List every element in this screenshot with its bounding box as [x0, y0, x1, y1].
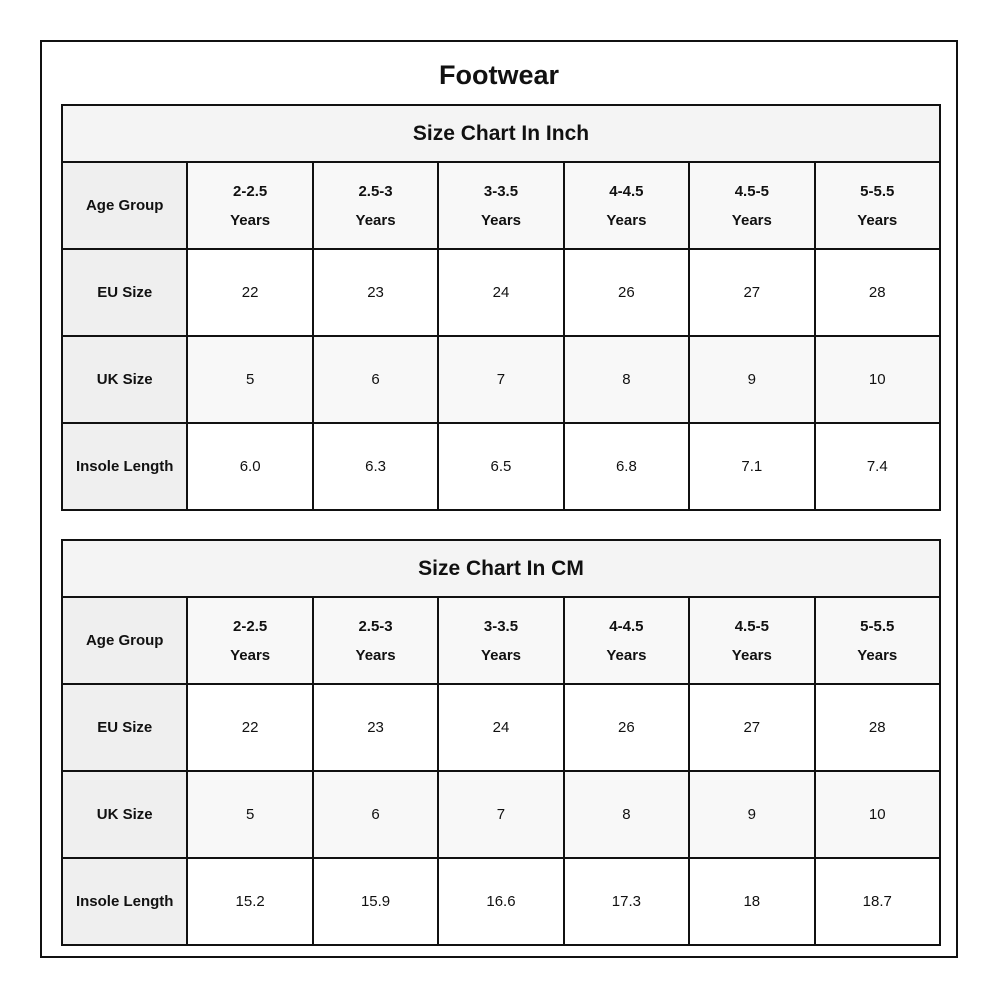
- table-cell: 6.5: [438, 423, 563, 510]
- table-cell: 23: [313, 249, 438, 336]
- page-frame: [40, 40, 958, 958]
- age-range: 4.5-5: [734, 617, 769, 635]
- row-label-uk-size: UK Size: [62, 336, 187, 423]
- age-range: 3-3.5: [483, 182, 519, 200]
- table-cell: 6.8: [564, 423, 689, 510]
- age-unit: Years: [731, 646, 772, 664]
- age-range: 5-5.5: [860, 617, 895, 635]
- row-label-insole-length: Insole Length: [62, 423, 187, 510]
- table-cell: 10: [815, 771, 940, 858]
- insole-length-row: [62, 858, 940, 945]
- table-cell: 6: [313, 771, 438, 858]
- table-cell: 18.7: [815, 858, 940, 945]
- table-cell: 24: [438, 249, 563, 336]
- age-range: 2-2.5: [233, 617, 268, 635]
- row-label-insole-length: Insole Length: [62, 858, 187, 945]
- age-range: 2.5-3: [358, 182, 393, 200]
- age-header: [313, 162, 438, 249]
- table-cell: 18: [689, 858, 814, 945]
- size-chart-inch-table: [61, 104, 941, 511]
- age-header: [689, 162, 814, 249]
- table-cell: 8: [564, 336, 689, 423]
- age-header: [313, 597, 438, 684]
- table-cell: 7.1: [689, 423, 814, 510]
- row-label-age-group: Age Group: [62, 597, 187, 684]
- age-unit: Years: [230, 211, 271, 229]
- age-unit: Years: [355, 646, 396, 664]
- table-cell: 27: [689, 249, 814, 336]
- table-cell: 5: [187, 336, 312, 423]
- age-header: [438, 597, 563, 684]
- table-cell: 6.0: [187, 423, 312, 510]
- table-cell: 15.2: [187, 858, 312, 945]
- uk-size-row: [62, 336, 940, 423]
- age-range: 3-3.5: [483, 617, 519, 635]
- age-unit: Years: [230, 646, 271, 664]
- row-label-eu-size: EU Size: [62, 249, 187, 336]
- table-cell: 9: [689, 771, 814, 858]
- age-range: 2.5-3: [358, 617, 393, 635]
- table-caption: Size Chart In CM: [62, 540, 940, 597]
- page-title: Footwear: [438, 60, 559, 90]
- table-cell: 7.4: [815, 423, 940, 510]
- age-header: [564, 162, 689, 249]
- table-cell: 17.3: [564, 858, 689, 945]
- table-cell: 7: [438, 771, 563, 858]
- row-label-uk-size: UK Size: [62, 771, 187, 858]
- table-cell: 27: [689, 684, 814, 771]
- table-caption: Size Chart In Inch: [62, 105, 940, 162]
- age-unit: Years: [606, 646, 647, 664]
- insole-length-row: [62, 423, 940, 510]
- table-cell: 22: [187, 684, 312, 771]
- table-cell: 15.9: [313, 858, 438, 945]
- uk-size-row: [62, 771, 940, 858]
- table-cell: 26: [564, 249, 689, 336]
- age-header: [689, 597, 814, 684]
- age-header: [564, 597, 689, 684]
- table-cell: 8: [564, 771, 689, 858]
- row-label-age-group: Age Group: [62, 162, 187, 249]
- age-unit: Years: [480, 211, 521, 229]
- age-unit: Years: [857, 646, 898, 664]
- table-cell: 28: [815, 684, 940, 771]
- age-group-row: [62, 597, 940, 684]
- table-cell: 7: [438, 336, 563, 423]
- age-header: [815, 597, 940, 684]
- age-header: [187, 162, 312, 249]
- table-cell: 16.6: [438, 858, 563, 945]
- table-cell: 23: [313, 684, 438, 771]
- table-cell: 28: [815, 249, 940, 336]
- table-cell: 9: [689, 336, 814, 423]
- age-unit: Years: [606, 211, 647, 229]
- age-range: 2-2.5: [233, 182, 268, 200]
- table-cell: 10: [815, 336, 940, 423]
- age-unit: Years: [857, 211, 898, 229]
- age-unit: Years: [731, 211, 772, 229]
- table-cell: 26: [564, 684, 689, 771]
- age-range: 4.5-5: [734, 182, 769, 200]
- age-header: [438, 162, 563, 249]
- table-cell: 24: [438, 684, 563, 771]
- age-unit: Years: [480, 646, 521, 664]
- eu-size-row: [62, 249, 940, 336]
- table-cell: 6.3: [313, 423, 438, 510]
- table-cell: 6: [313, 336, 438, 423]
- age-range: 4-4.5: [609, 617, 644, 635]
- table-cell: 5: [187, 771, 312, 858]
- table-cell: 22: [187, 249, 312, 336]
- age-unit: Years: [355, 211, 396, 229]
- row-label-eu-size: EU Size: [62, 684, 187, 771]
- age-range: 5-5.5: [860, 182, 895, 200]
- age-group-row: [62, 162, 940, 249]
- age-header: [815, 162, 940, 249]
- eu-size-row: [62, 684, 940, 771]
- age-range: 4-4.5: [609, 182, 644, 200]
- size-chart-cm-table: [61, 539, 941, 946]
- age-header: [187, 597, 312, 684]
